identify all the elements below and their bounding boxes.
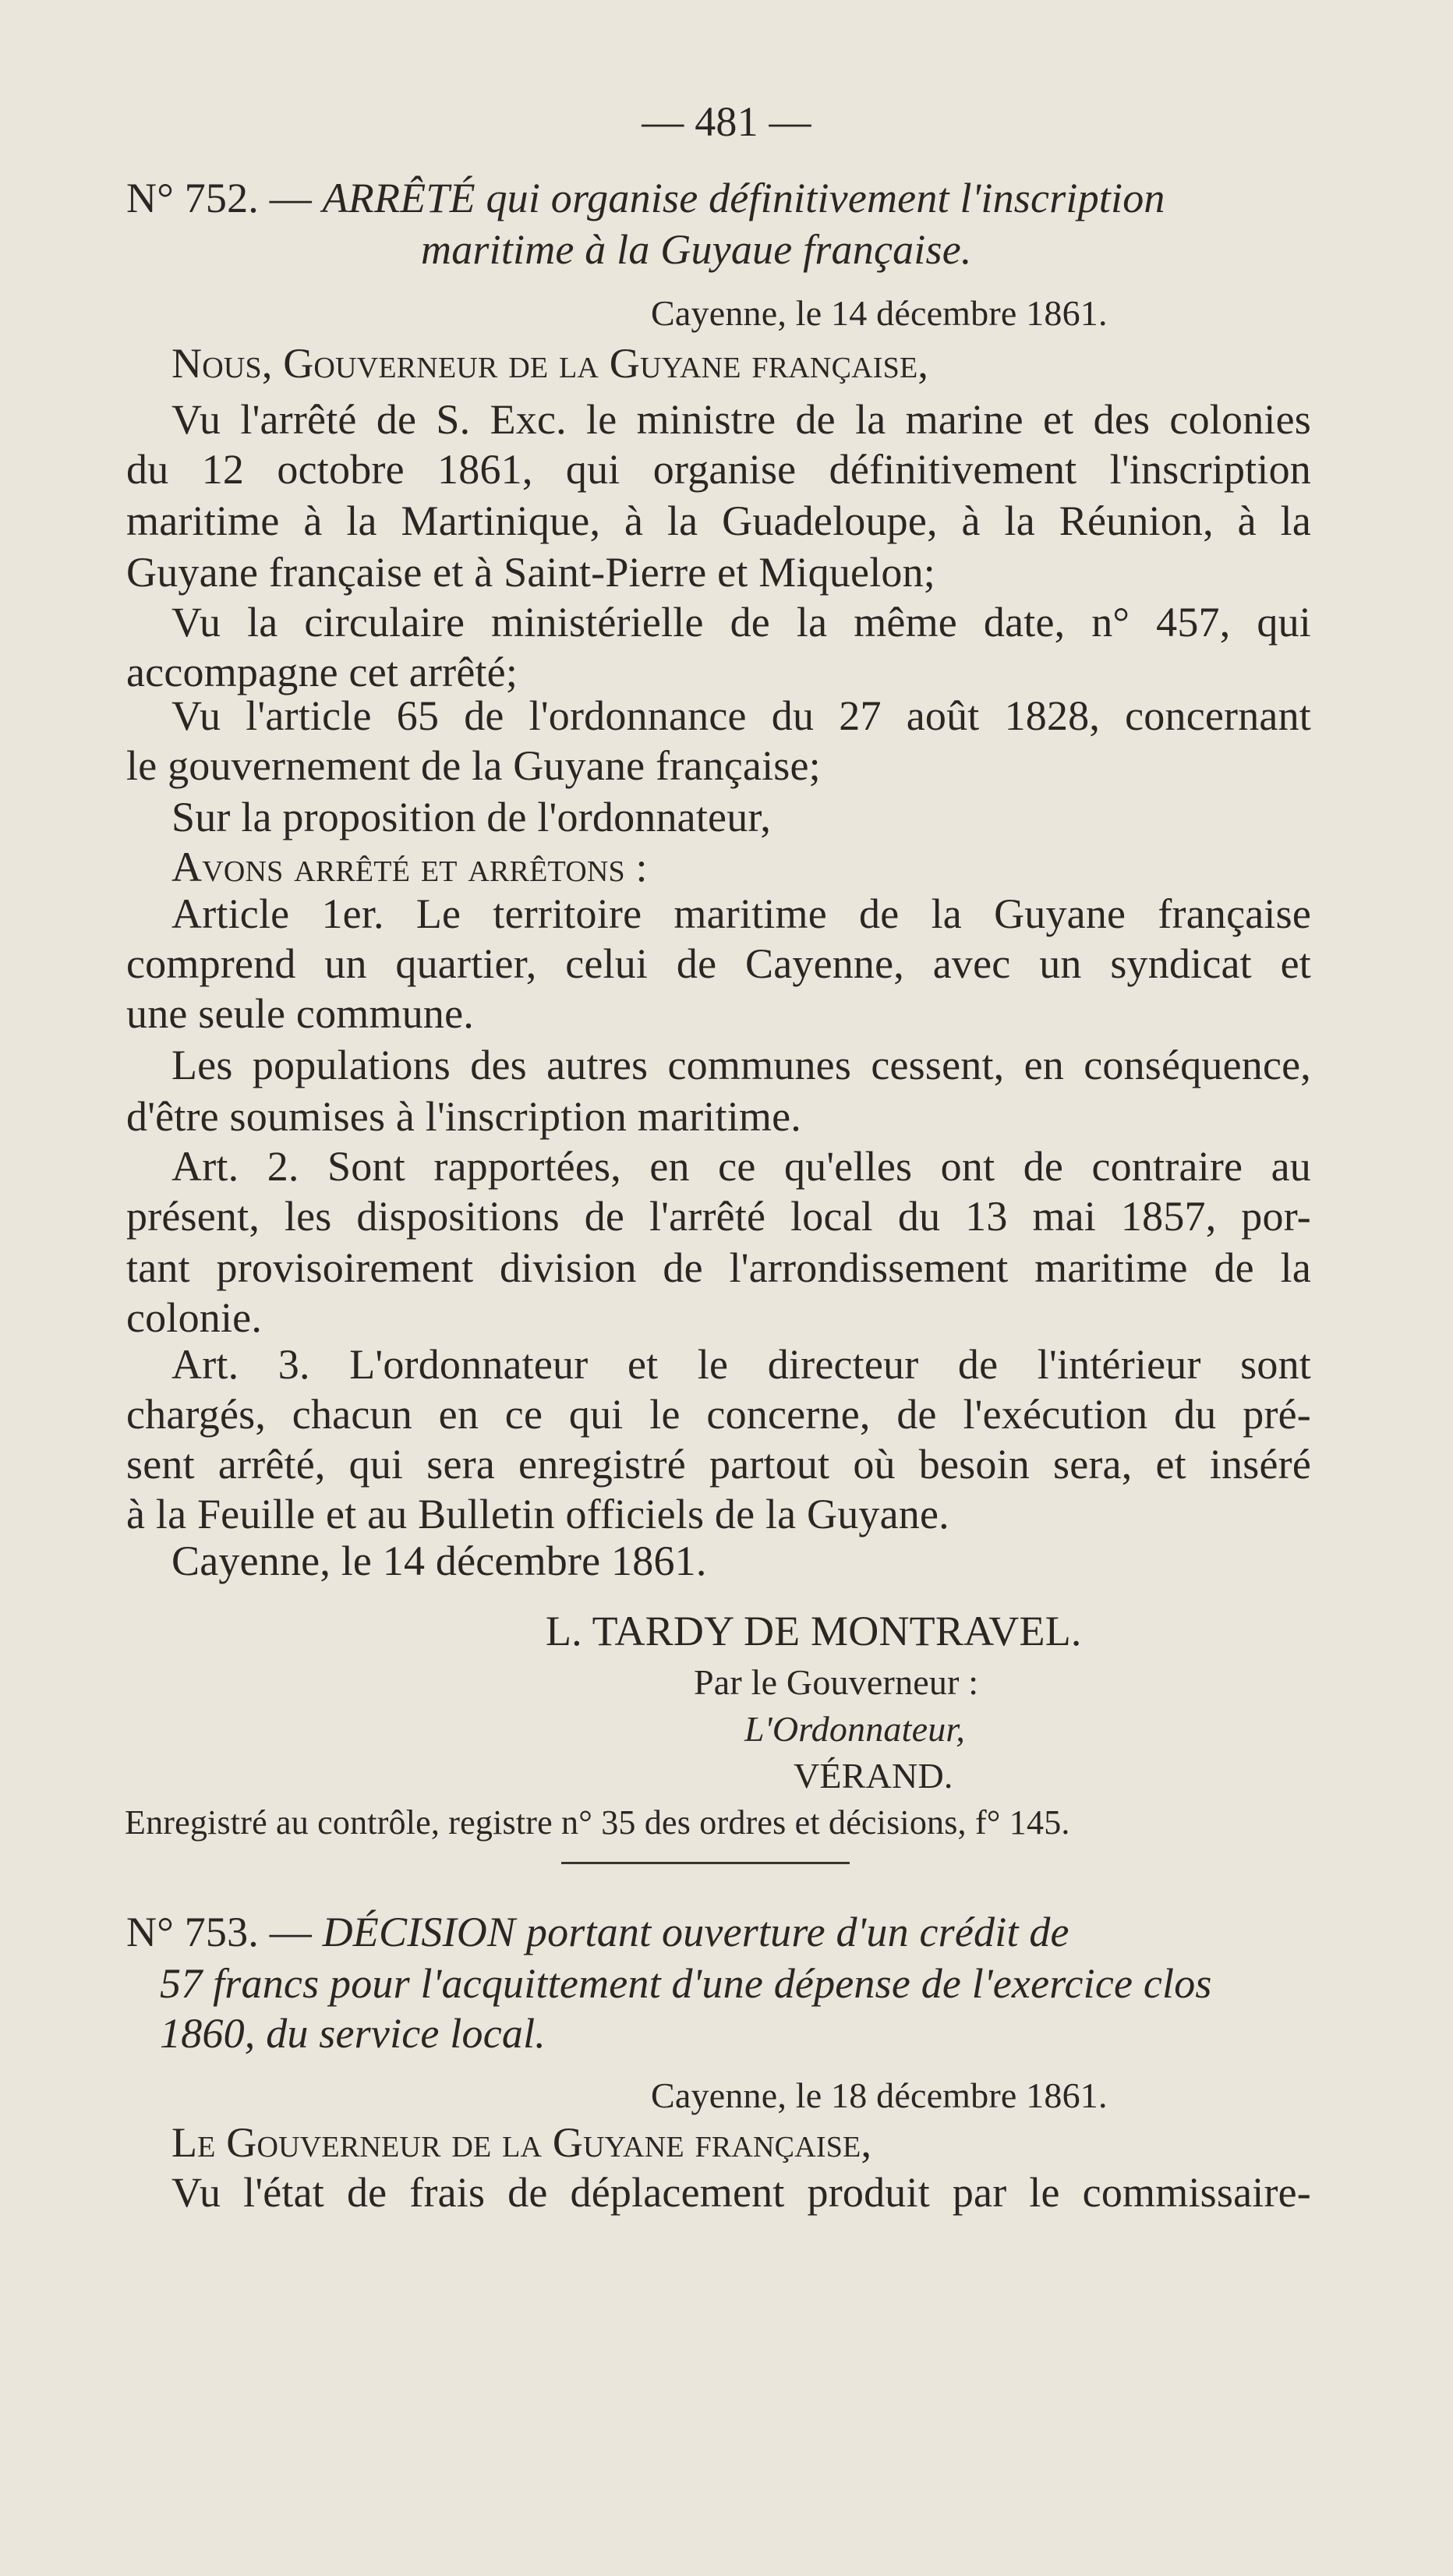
- signature-role: L'Ordonnateur,: [744, 1709, 966, 1749]
- body-line: chargés, chacun en ce qui le concerne, de l'exécution du pré-: [126, 1391, 1311, 1438]
- body-line: Guyane française et à Saint-Pierre et Miquelon;: [126, 549, 936, 596]
- body-line: Nous, Gouverneur de la Guyane française,: [171, 340, 929, 387]
- body-line: le gouvernement de la Guyane française;: [126, 742, 821, 789]
- body-line: Article 1er. Le territoire maritime de la Guyane française: [171, 890, 1311, 937]
- act-753-dateline: Cayenne, le 18 décembre 1861.: [651, 2075, 1108, 2115]
- body-line: Le Gouverneur de la Guyane française,: [171, 2119, 872, 2166]
- body-line: sent arrêté, qui sera enregistré partout où besoin sera, et inséré: [126, 1441, 1311, 1488]
- body-line: Les populations des autres communes cessent, en conséquence,: [171, 1042, 1311, 1088]
- body-line: Art. 3. L'ordonnateur et le directeur de l'intérieur sont: [171, 1341, 1311, 1388]
- body-line: Avons arrêté et arrêtons :: [171, 844, 648, 890]
- body-line: comprend un quartier, celui de Cayenne, avec un syndicat et: [126, 940, 1311, 987]
- act-752-title-line-2: maritime à la Guyaue française.: [421, 226, 972, 273]
- body-line: d'être soumises à l'inscription maritime.: [126, 1093, 801, 1140]
- body-line: à la Feuille et au Bulletin officiels de la Guyane.: [126, 1491, 949, 1537]
- act-753-title-line-3: 1860, du service local.: [160, 2010, 546, 2057]
- page-number: — 481 —: [642, 98, 811, 145]
- body-line: Art. 2. Sont rapportées, en ce qu'elles ont de contraire au: [171, 1143, 1311, 1190]
- body-line: accompagne cet arrêté;: [126, 649, 518, 695]
- section-divider: [561, 1862, 850, 1864]
- body-line: colonie.: [126, 1294, 263, 1341]
- body-line: tant provisoirement division de l'arrondissement maritime de la: [126, 1244, 1311, 1291]
- governor-signature: L. TARDY DE MONTRAVEL.: [546, 1608, 1082, 1654]
- signature-verand: VÉRAND.: [794, 1756, 953, 1796]
- body-line: du 12 octobre 1861, qui organise définitivement l'inscription: [126, 446, 1311, 493]
- body-line: Vu l'arrêté de S. Exc. le ministre de la marine et des colonies: [171, 396, 1311, 443]
- act-752-heading-line-1: [126, 173, 1311, 223]
- body-line: présent, les dispositions de l'arrêté local du 13 mai 1857, por-: [126, 1193, 1311, 1240]
- act-753-title: DÉCISION portant ouverture d'un crédit de: [322, 1909, 1069, 1955]
- body-line: maritime à la Martinique, à la Guadeloupe, à la Réunion, à la: [126, 497, 1311, 544]
- signature-par: Par le Gouverneur :: [694, 1662, 979, 1702]
- body-line: Vu la circulaire ministérielle de la même date, n° 457, qui: [171, 599, 1311, 646]
- body-line: une seule commune.: [126, 990, 474, 1037]
- act-752-number: N° 752. —: [126, 175, 312, 221]
- registration-note: Enregistré au contrôle, registre n° 35 des ordres et décisions, f° 145.: [125, 1803, 1070, 1842]
- act-753-title-line-2: 57 francs pour l'acquittement d'une dépense de l'exercice clos: [160, 1960, 1212, 2007]
- act-752-title: ARRÊTÉ qui organise définitivement l'inscription: [322, 175, 1165, 221]
- body-line: Vu l'état de frais de déplacement produit par le commissaire-: [171, 2169, 1311, 2216]
- act-752-dateline: Cayenne, le 14 décembre 1861.: [651, 293, 1108, 333]
- act-753-heading-line-1: [126, 1907, 1311, 1957]
- body-line: Cayenne, le 14 décembre 1861.: [171, 1537, 707, 1584]
- body-line: Sur la proposition de l'ordonnateur,: [171, 794, 772, 840]
- body-line: Vu l'article 65 de l'ordonnance du 27 août 1828, concernant: [171, 692, 1311, 739]
- act-753-number: N° 753. —: [126, 1909, 312, 1955]
